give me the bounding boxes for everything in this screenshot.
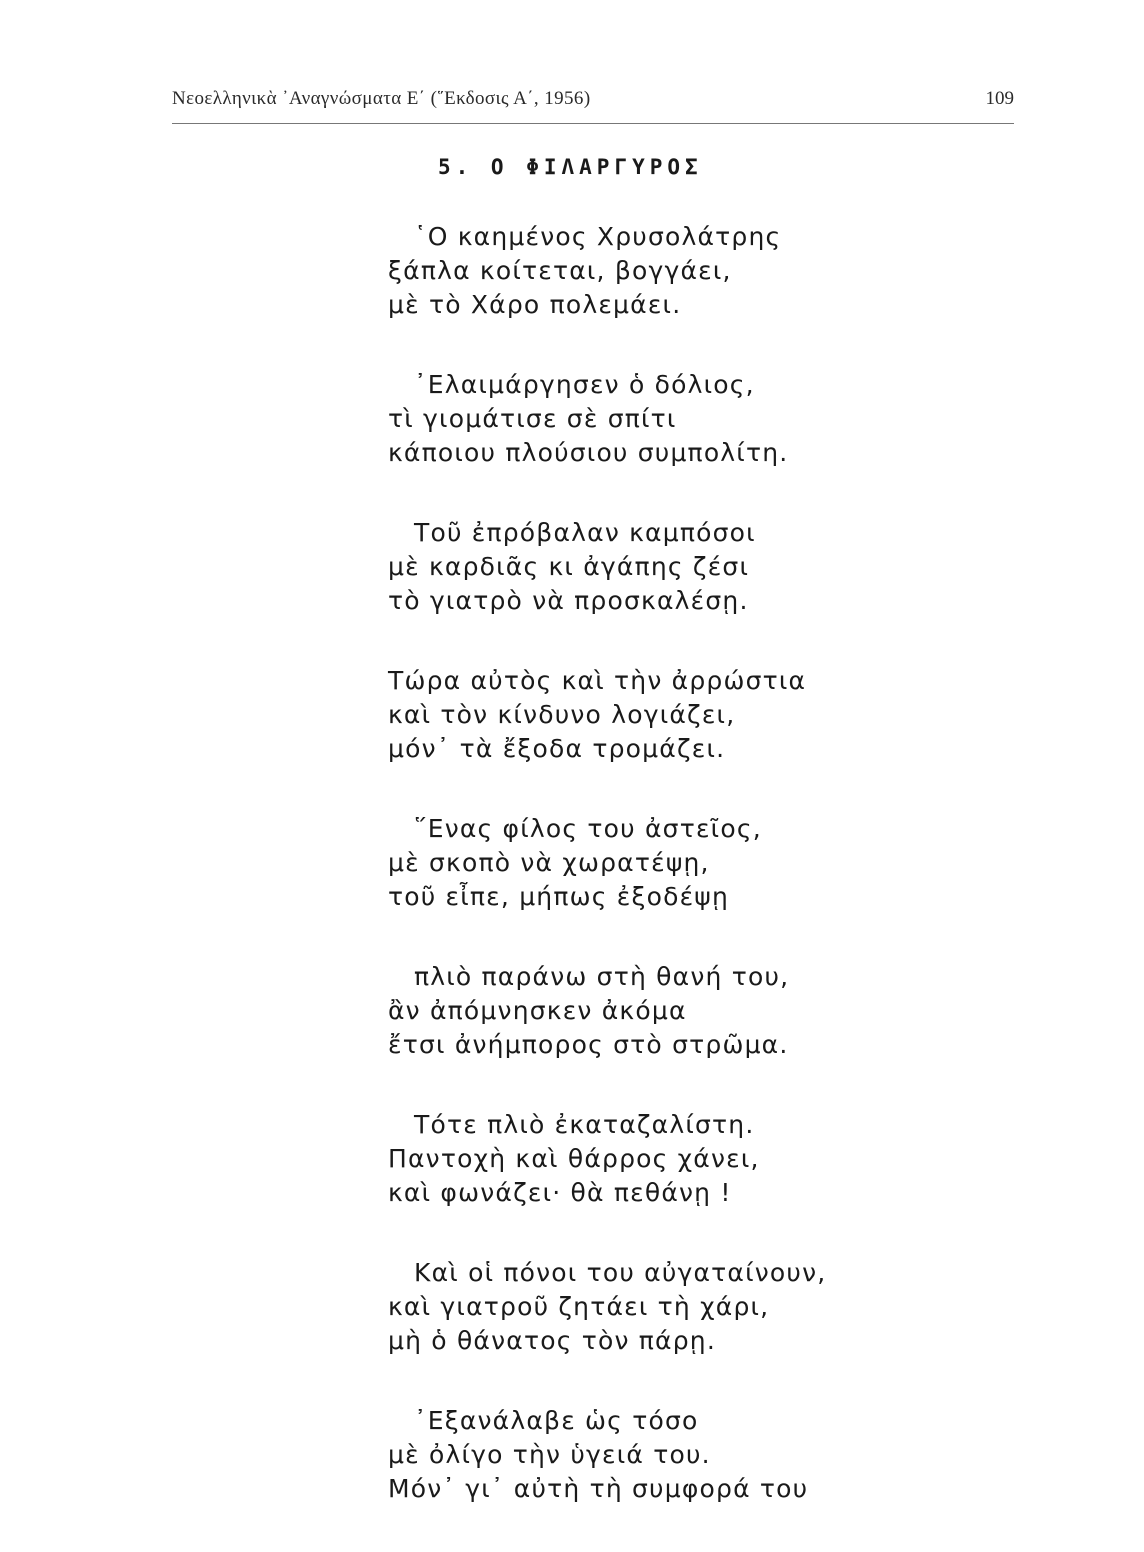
running-header bbox=[172, 88, 1014, 120]
poem-line: μὲ σκοπὸ νὰ χωρατέψῃ, bbox=[388, 848, 710, 877]
poem-line: καὶ τὸν κίνδυνο λογιάζει, bbox=[388, 700, 736, 729]
poem-line: ἂν ἀπόμνησκεν ἀκόμα bbox=[388, 996, 687, 1025]
poem-line: Καὶ οἱ πόνοι του αὐγαταίνουν, bbox=[414, 1258, 827, 1287]
page-number: 109 bbox=[985, 88, 1014, 109]
poem-line: Μόν᾿ γι᾿ αὐτὴ τὴ συμφορά του bbox=[388, 1474, 809, 1503]
poem-line: μόν᾿ τὰ ἔξοδα τρομάζει. bbox=[388, 734, 726, 763]
poem-line: ᾿Εξανάλαβε ὡς τόσο bbox=[414, 1406, 699, 1435]
poem-line: τὶ γιομάτισε σὲ σπίτι bbox=[388, 404, 677, 433]
running-title: Νεοελληνικὰ ᾿Αναγνώσματα Ε΄ (῞Εκδοσις Α΄, 1956) bbox=[172, 88, 591, 109]
poem-body bbox=[388, 220, 1028, 1552]
poem-line: ῞Ενας φίλος του ἀστεῖος, bbox=[414, 814, 762, 843]
stanza bbox=[388, 220, 1028, 322]
stanza bbox=[388, 1256, 1028, 1358]
stanza bbox=[388, 368, 1028, 470]
stanza bbox=[388, 664, 1028, 766]
poem-line: ᾿Ελαιμάργησεν ὁ δόλιος, bbox=[414, 370, 755, 399]
poem-line: κάποιου πλούσιου συμπολίτη. bbox=[388, 438, 789, 467]
poem-line: πλιὸ παράνω στὴ θανή του, bbox=[414, 962, 790, 991]
poem-line: μὲ ὀλίγο τὴν ὑγειά του. bbox=[388, 1440, 711, 1469]
poem-line: μὴ ὁ θάνατος τὸν πάρῃ. bbox=[388, 1326, 716, 1355]
poem-line: μὲ τὸ Χάρο πολεμάει. bbox=[388, 290, 682, 319]
stanza bbox=[388, 1108, 1028, 1210]
poem-line: καὶ φωνάζει· θὰ πεθάνῃ ! bbox=[388, 1178, 732, 1207]
poem-line: τὸ γιατρὸ νὰ προσκαλέσῃ. bbox=[388, 586, 749, 615]
stanza bbox=[388, 516, 1028, 618]
poem-line: τοῦ εἶπε, μήπως ἐξοδέψῃ bbox=[388, 882, 730, 911]
poem-line: ξάπλα κοίτεται, βογγάει, bbox=[388, 256, 732, 285]
header-rule bbox=[172, 123, 1014, 124]
stanza bbox=[388, 1404, 1028, 1506]
poem-line: Παντοχὴ καὶ θάρρος χάνει, bbox=[388, 1144, 760, 1173]
poem-title: 5. Ο ΦΙΛΑΡΓΥΡΟΣ bbox=[438, 155, 703, 179]
poem-line: Τοῦ ἐπρόβαλαν καμπόσοι bbox=[414, 518, 756, 547]
poem-line: μὲ καρδιᾶς κι ἀγάπης ζέσι bbox=[388, 552, 750, 581]
poem-line: καὶ γιατροῦ ζητάει τὴ χάρι, bbox=[388, 1292, 770, 1321]
poem-line: ἔτσι ἀνήμπορος στὸ στρῶμα. bbox=[388, 1030, 789, 1059]
stanza bbox=[388, 812, 1028, 914]
stanza bbox=[388, 960, 1028, 1062]
poem-line: Τώρα αὐτὸς καὶ τὴν ἀρρώστια bbox=[388, 666, 807, 695]
poem-line: Τότε πλιὸ ἐκαταζαλίστη. bbox=[414, 1110, 755, 1139]
poem-line: ῾Ο καημένος Χρυσολάτρης bbox=[414, 222, 782, 251]
